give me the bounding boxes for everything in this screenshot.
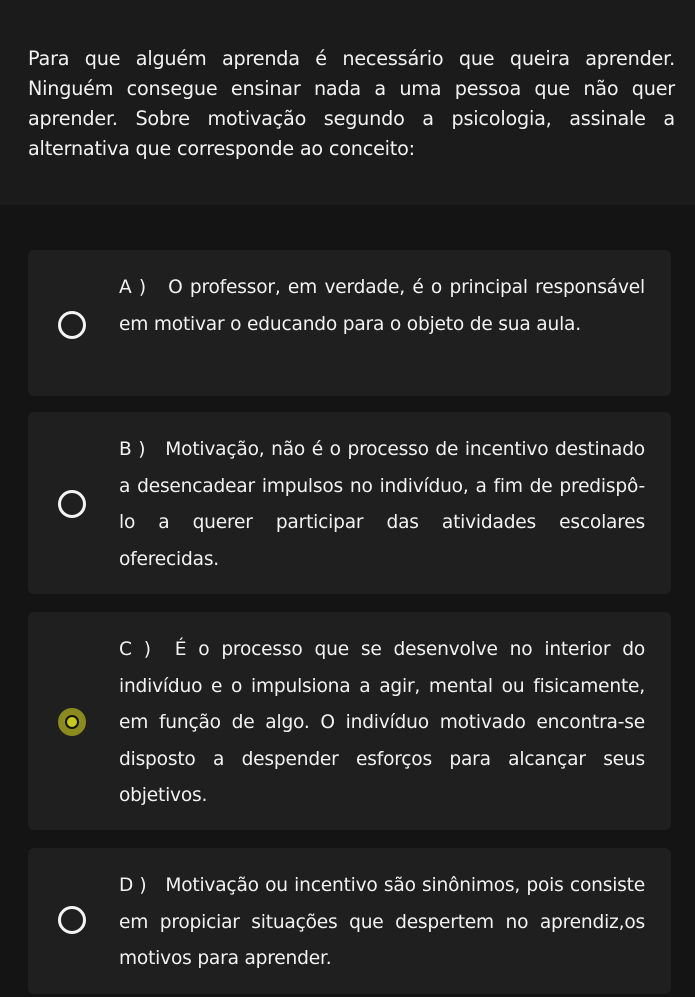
option-b[interactable] <box>28 412 671 594</box>
question-panel <box>0 0 695 205</box>
radio-option-b[interactable] <box>58 490 86 518</box>
option-d[interactable] <box>28 848 671 994</box>
option-c-letter: C ) <box>119 639 151 660</box>
option-d-text <box>119 868 645 978</box>
option-a[interactable] <box>28 250 671 396</box>
option-b-label: Motivação, não é o processo de incentivo destinado a desencadear impulsos no indivíduo, a fim de predispô-lo a querer participar das atividades escolares oferecidas. <box>119 439 645 570</box>
option-b-text <box>119 432 645 578</box>
question-text: Para que alguém aprenda é necessário que queira aprender. Ninguém consegue ensinar nada a uma pessoa que não quer aprender. Sobre motivação segundo a psicologia, assinale a alternativa que corresponde ao conceito: <box>28 47 675 160</box>
option-c[interactable] <box>28 612 671 830</box>
option-a-letter: A ) <box>119 277 146 298</box>
option-b-letter: B ) <box>119 439 146 460</box>
option-d-label: Motivação ou incentivo são sinônimos, pois consiste em propiciar situações que despertem no aprendiz,os motivos para aprender. <box>119 875 645 969</box>
option-c-label: É o processo que se desenvolve no interior do indivíduo e o impulsiona a agir, mental ou fisicamente, em função de algo. O indivíduo motivado encontra-se disposto a despender esforços para alcançar seus objetivos. <box>119 639 645 806</box>
option-c-text <box>119 632 645 815</box>
radio-option-d[interactable] <box>58 906 86 934</box>
option-d-letter: D ) <box>119 875 147 896</box>
radio-option-a[interactable] <box>58 311 86 339</box>
radio-option-c-selected[interactable] <box>58 708 86 736</box>
option-a-label: O professor, em verdade, é o principal responsável em motivar o educando para o objeto de sua aula. <box>119 277 646 335</box>
option-a-text <box>119 270 645 343</box>
